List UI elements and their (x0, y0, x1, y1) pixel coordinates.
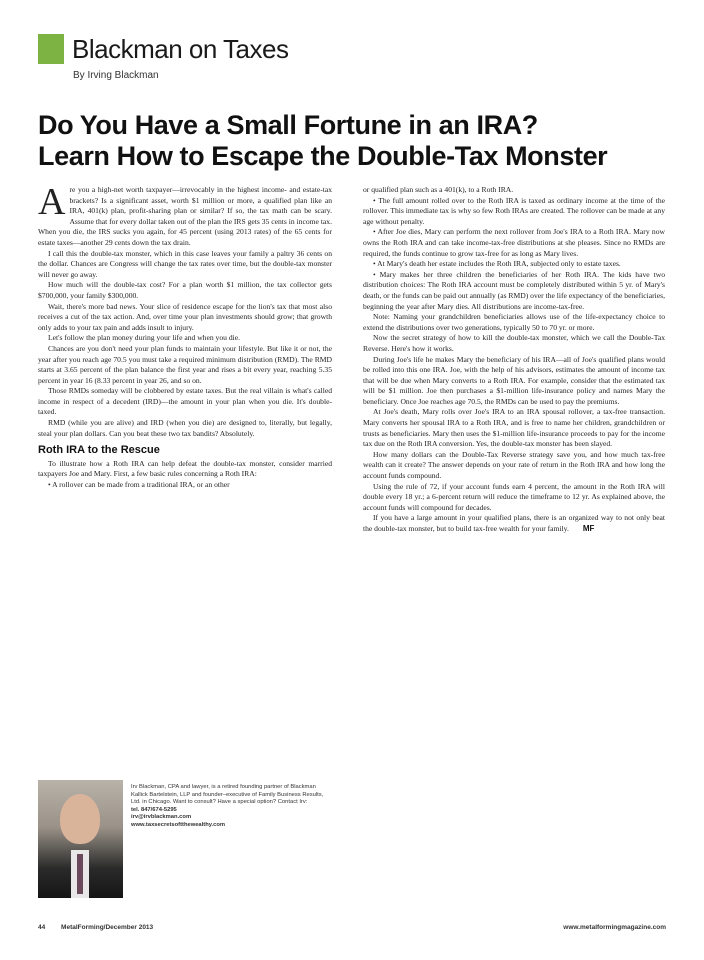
paragraph: RMD (while you are alive) and IRD (when you die) are designed to, literally, but legally, steal your plan dollars. Can you beat these two tax bandits? Absolutely. (38, 418, 332, 438)
end-mark: MF (582, 524, 595, 533)
paragraph: • After Joe dies, Mary can perform the next rollover from Joe's IRA to a Roth IRA. Mary now owns the Roth IRA and can take income-tax-free distributions at she pleases. Since no RMDs are required, the funds continue to grow tax-free for as long as Mary lives. (363, 227, 665, 258)
headline-line-1: Do You Have a Small Fortune in an IRA? (38, 110, 538, 140)
paragraph: Now the secret strategy of how to kill the double-tax monster, which we call the Double-Tax Reverse. Here's how it works. (363, 333, 665, 353)
column-title: Blackman on Taxes (72, 33, 289, 64)
paragraph: During Joe's life he makes Mary the beneficiary of his IRA—all of Joe's qualified plans would be rolled into this one IRA. Joe, with the help of his advisors, estimates the amount of income tax that will be due when Mary converts to a Roth IRA. For example, consider that the estimated tax will be $1 million. Joe then purchases a $1-million life-insurance policy and names Mary the beneficiary. Once Joe reaches age 70.5, the RMDs can be used to pay the premiums. (363, 354, 665, 406)
drop-cap: A (38, 181, 66, 223)
bio-phone: tel. 847/674-5295 (131, 806, 177, 813)
author-bio-text (131, 784, 331, 830)
bio-website[interactable]: www.taxsecretsoftthewealthy.com (131, 821, 226, 828)
paragraph: I call this the double-tax monster, which in this case leaves your family a paltry 36 cents on the dollar. Chances are Congress will change the tax rates over time, but the double-tax monster will never go away. (38, 248, 332, 279)
footer-website[interactable]: www.metalformingmagazine.com (563, 924, 666, 931)
headline-line-2: Learn How to Escape the Double-Tax Monster (38, 141, 608, 171)
article-column-left (38, 181, 332, 491)
page-number: 44 (38, 924, 46, 931)
paragraph: If you have a large amount in your qualified plans, there is an organized way to not only beat the double-tax monster, but to build tax-free wealth for your family. MF (363, 513, 665, 533)
paragraph: How much will the double-tax cost? For a plan worth $1 million, the tax collector gets $700,000, your family $300,000. (38, 280, 332, 300)
author-photo (38, 780, 123, 898)
bio-description: Irv Blackman, CPA and lawyer, is a retired founding partner of Blackman Kallick Bartelstein, LLP and founder–executive of Family Business Results, Ltd. in Chicago. Want to consult? Have a special option? Contact Irv: (131, 784, 324, 806)
footer-left (38, 924, 153, 931)
section-subhead: Roth IRA to the Rescue (38, 444, 160, 457)
paragraph: How many dollars can the Double-Tax Reverse strategy save you, and how much tax-free wealth can it create? The answer depends on your rate of return in the Roth IRA and how long the account funds compound. (363, 449, 665, 481)
paragraph: Wait, there's more bad news. Your slice of residence escape for the lion's tax that most also receives a cut of the tax action. And, over time your plan investments should grow; that growth only adds to your tax pain and adds insult to injury. (38, 301, 332, 332)
bio-email[interactable]: irv@irvblackman.com (131, 814, 192, 821)
paragraph: • The full amount rolled over to the Roth IRA is taxed as ordinary income at the time of the rollover. This immediate tax is why so few Roth IRAs are created. The rollover can be made at any age without penalty. (363, 195, 665, 226)
paragraph: Note: Naming your grandchildren beneficiaries allows use of the life-expectancy choice to extend the distributions over two generations, typically 50 to 70 yr. or more. (363, 312, 665, 332)
paragraph: • At Mary's death her estate includes the Roth IRA, subjected only to estate taxes. (373, 259, 621, 269)
article-column-right (363, 185, 665, 535)
column-header (38, 33, 288, 65)
paragraph: Are you a high-net worth taxpayer—irrevocably in the highest income- and estate-tax brackets? Is a significant asset, worth $1 million or more, a qualified plan like an IRA, 401(k) plan, profit-sharing plan or similar? If so, the tax math can be scary. Assume that for every dollar taken out of the plan the IRS gets 35 cents in income tax. When you die, the IRS sucks you again, for 45 percent (using 2013 rates) of the 65 cents for estate taxes—another 29 cents down the tax drain. (38, 181, 332, 247)
paragraph: or qualified plan such as a 401(k), to a Roth IRA. (363, 185, 514, 194)
paragraph: Chances are you don't need your plan funds to maintain your lifestyle. But like it or not, the year after you reach age 70.5 you must take a required minimum distribution (RMD). The RMD starts at 3.65 percent of the plan balance the first year and rises a bit every year, reaching 5.35 percent in year 16 (8.33 percent in year 26, and so on. (38, 343, 332, 385)
paragraph: To illustrate how a Roth IRA can help defeat the double-tax monster, consider married taxpayers Joe and Mary. First, a few basic rules concerning a Roth IRA: (38, 458, 332, 479)
article-headline (38, 110, 678, 172)
paragraph: Let's follow the plan money during your life and when you die. (48, 333, 241, 343)
column-color-block (38, 34, 64, 64)
paragraph: Those RMDs someday will be clobbered by estate taxes. But the real villain is what's called income in respect of a decedent (IRD)—the amount in your plan when you die. It's double-taxed. (38, 386, 332, 417)
author-bio (38, 780, 333, 900)
paragraph: Using the rule of 72, if your account funds earn 4 percent, the amount in the Roth IRA will double every 18 yr.; a 6-percent return will reduce the timeframe to 12 yr. As explained above, the account funds will compound for decades. (363, 481, 665, 512)
byline: By Irving Blackman (73, 70, 159, 81)
paragraph: • Mary makes her three children the beneficiaries of her Roth IRA. The kids have two distribution choices: The Roth IRA account must be completely distributed within 5 yr. of Mary's death, or the funds can be paid out annually (as RMD) over the life expectancy of the beneficiaries, beginning the year after Mary dies. All distributions are income-tax-free. (363, 269, 665, 311)
magazine-issue: MetalForming/December 2013 (61, 924, 154, 931)
paragraph: At Joe's death, Mary rolls over Joe's IRA to an IRA spousal rollover, a tax-free transaction. Mary converts her spousal IRA to a Roth IRA, and is free to name her children, grandchildren or trusts as beneficiaries. Mary then uses the $1-million life-insurance proceeds to pay for the income tax due on the Roth IRA conversion. Yes, the double-tax monster has been slayed. (363, 407, 665, 449)
paragraph: • A rollover can be made from a traditional IRA, or an other (48, 480, 230, 490)
